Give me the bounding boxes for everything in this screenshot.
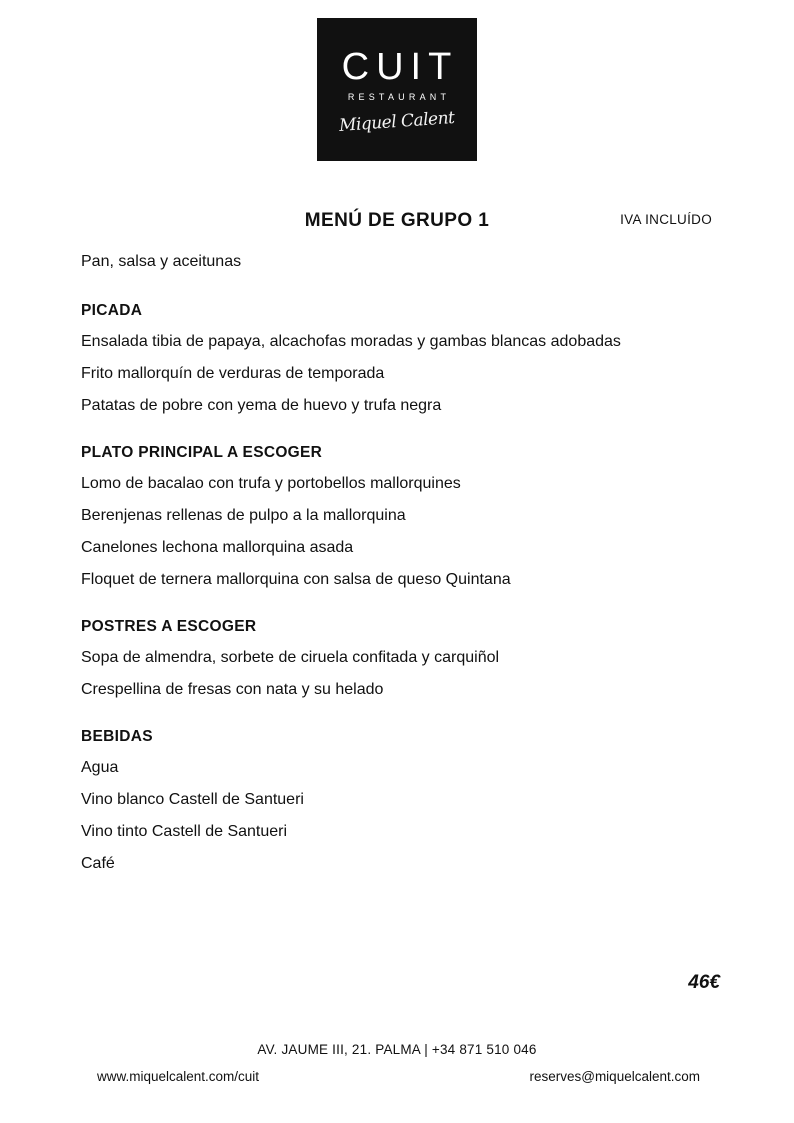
page-title: MENÚ DE GRUPO 1 <box>304 210 490 231</box>
footer-address: AV. JAUME III, 21. PALMA | +34 871 510 046 <box>257 1042 537 1057</box>
menu-content <box>81 252 721 902</box>
logo-subtitle: RESTAURANT <box>347 91 451 102</box>
footer-website-link[interactable]: www.miquelcalent.com/cuit <box>97 1069 260 1084</box>
menu-item: Vino blanco Castell de Santueri <box>81 791 304 808</box>
intro-line: Pan, salsa y aceitunas <box>81 253 242 270</box>
menu-item: Vino tinto Castell de Santueri <box>81 823 288 840</box>
menu-item: Café <box>81 855 115 872</box>
menu-price: 46€ <box>688 972 720 993</box>
menu-item: Patatas de pobre con yema de huevo y trufa negra <box>81 397 442 414</box>
menu-item: Canelones lechona mallorquina asada <box>81 539 354 556</box>
menu-item: Berenjenas rellenas de pulpo a la mallorquina <box>81 507 406 524</box>
menu-section <box>81 302 721 416</box>
section-title: PLATO PRINCIPAL A ESCOGER <box>81 444 323 461</box>
menu-item: Crespellina de fresas con nata y su helado <box>81 681 384 698</box>
logo-title: CUIT <box>341 45 459 88</box>
menu-item: Sopa de almendra, sorbete de ciruela confitada y carquiñol <box>81 649 500 666</box>
menu-section <box>81 444 721 590</box>
menu-item: Agua <box>81 759 119 776</box>
menu-item: Lomo de bacalao con trufa y portobellos mallorquines <box>81 475 461 492</box>
section-title: BEBIDAS <box>81 728 153 745</box>
menu-section <box>81 618 721 700</box>
menu-item: Ensalada tibia de papaya, alcachofas moradas y gambas blancas adobadas <box>81 333 621 350</box>
vat-note: IVA INCLUÍDO <box>620 212 712 227</box>
restaurant-logo <box>317 18 477 161</box>
logo-signature: Miquel Calent <box>338 107 456 136</box>
section-title: POSTRES A ESCOGER <box>81 618 257 635</box>
menu-item: Frito mallorquín de verduras de temporada <box>81 365 385 382</box>
menu-section <box>81 728 721 874</box>
footer-email-link[interactable]: reserves@miquelcalent.com <box>529 1069 700 1084</box>
section-title: PICADA <box>81 302 143 319</box>
menu-item: Floquet de ternera mallorquina con salsa de queso Quintana <box>81 571 511 588</box>
